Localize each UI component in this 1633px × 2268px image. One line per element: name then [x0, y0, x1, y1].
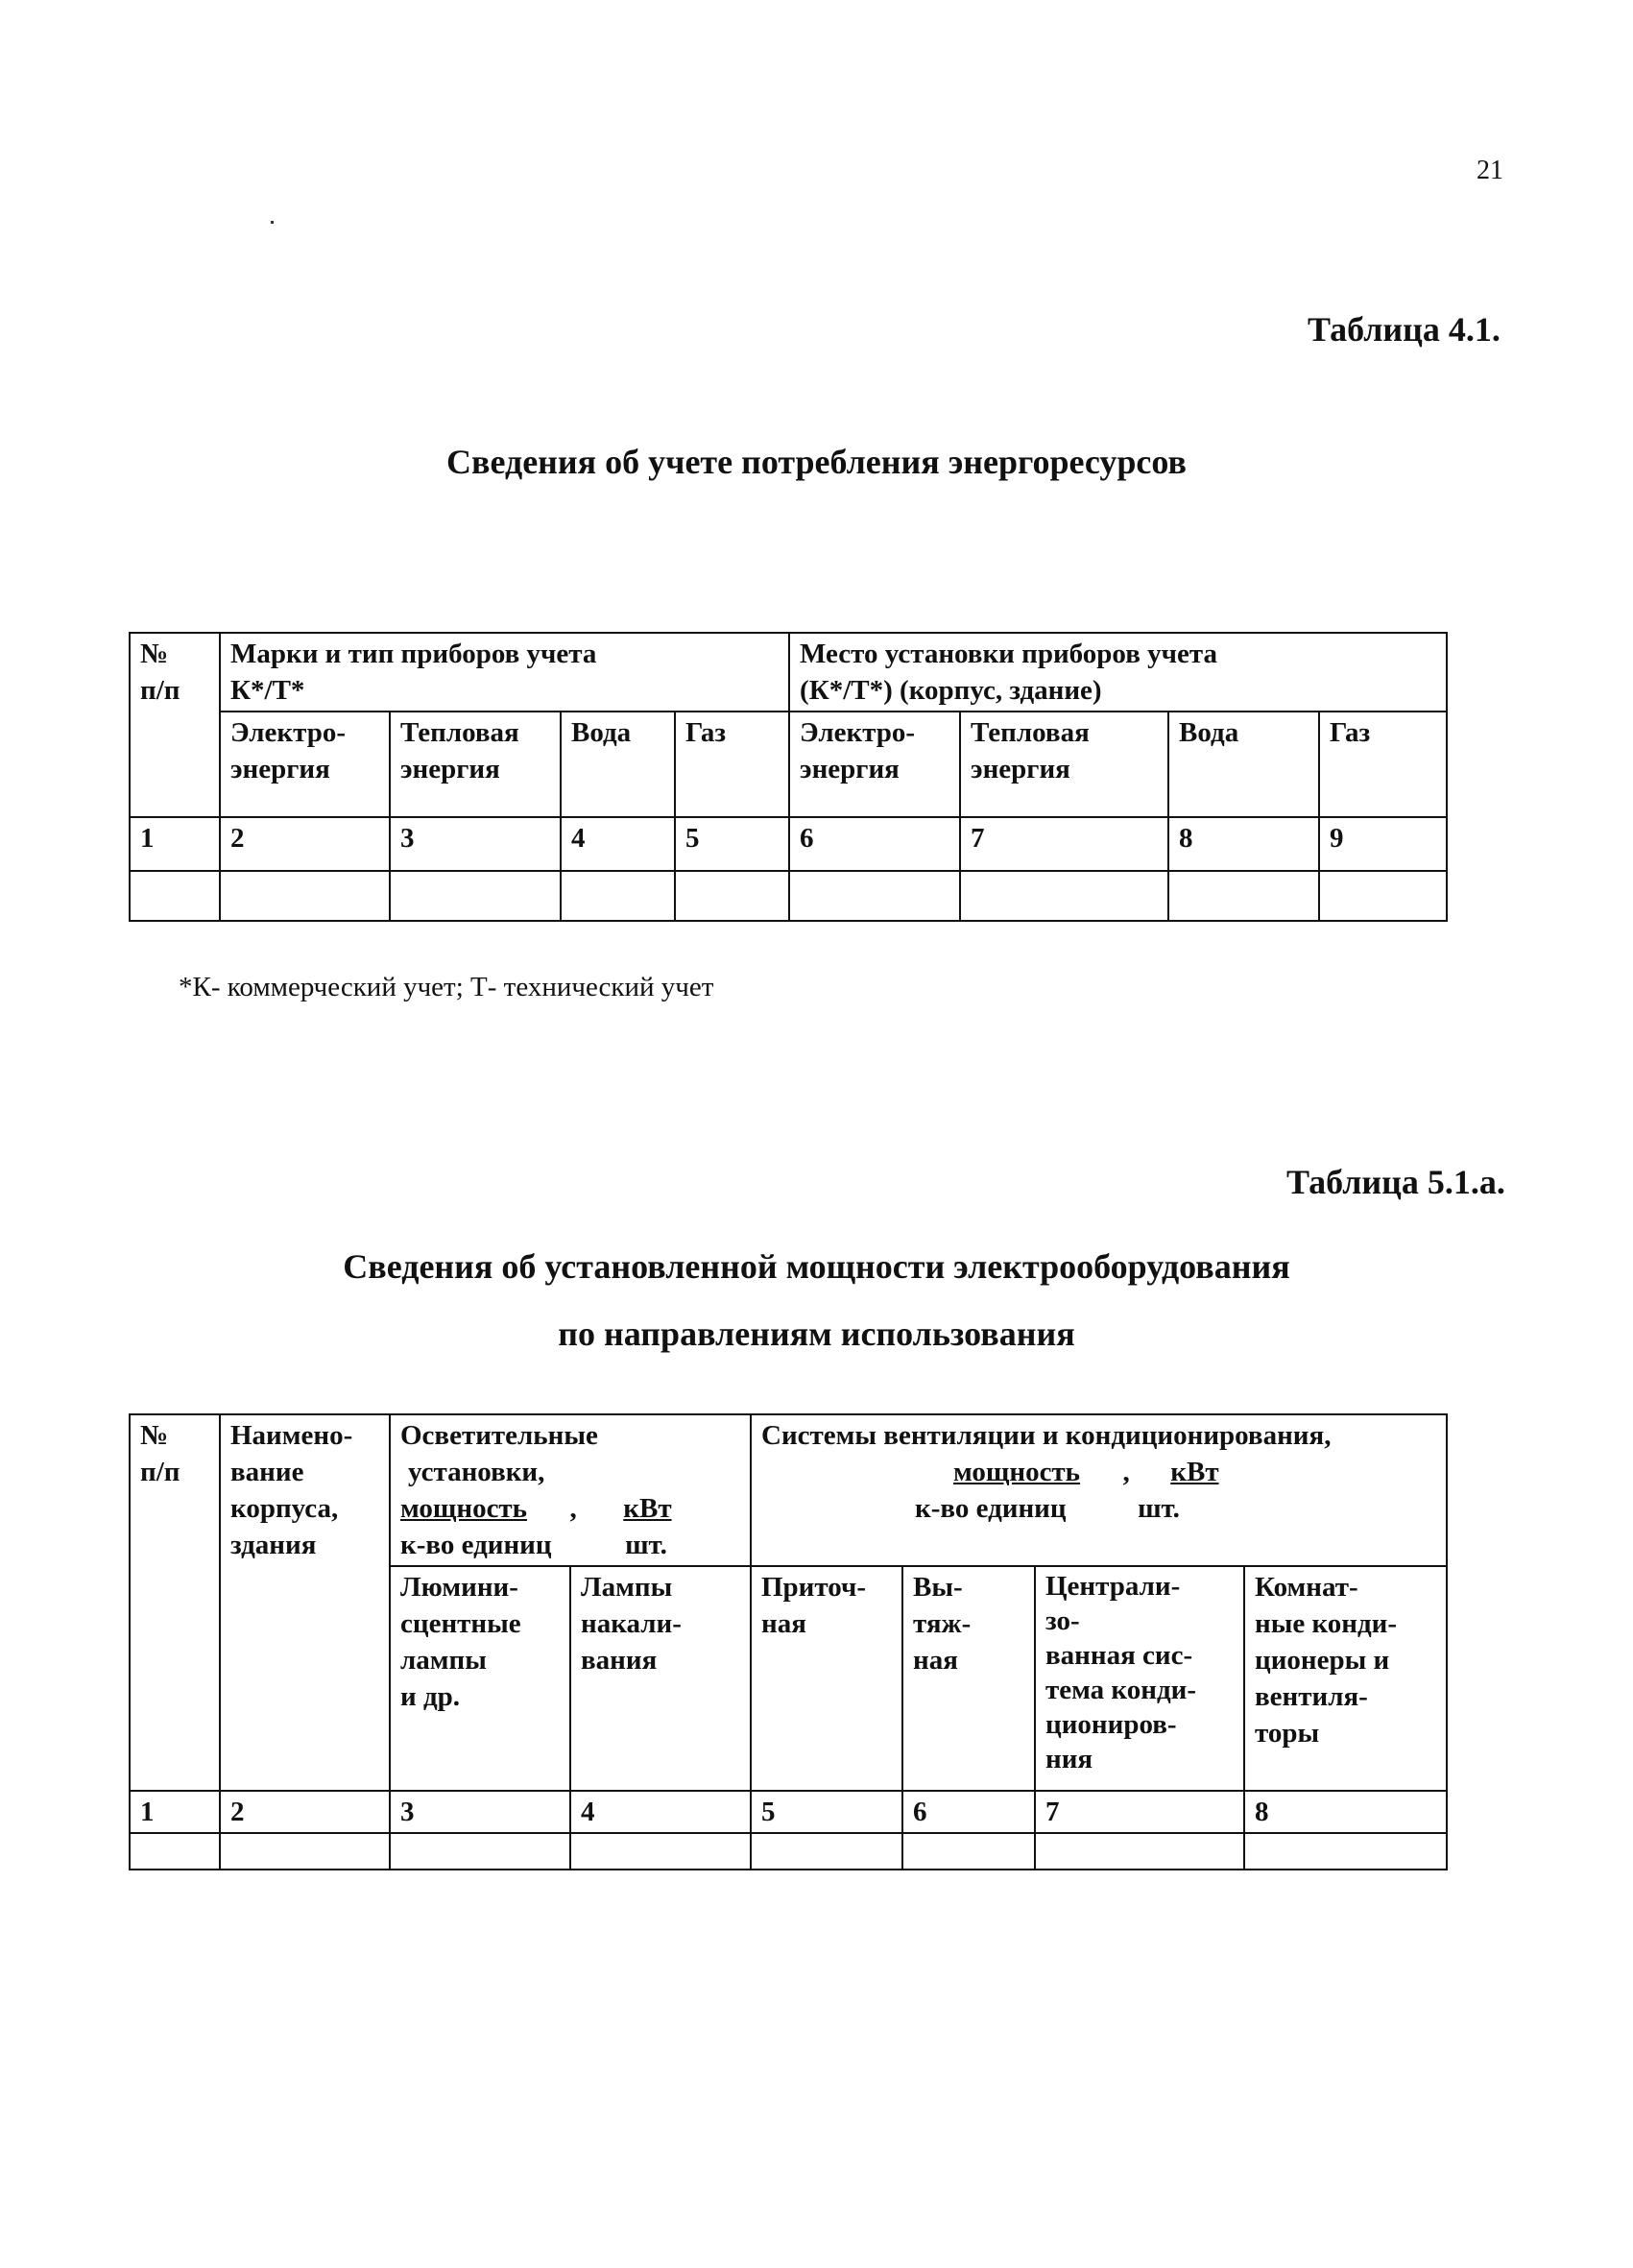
t1-sub-gas-2: Газ	[1319, 712, 1447, 817]
t1-sub-water: Вода	[561, 712, 675, 817]
t2-header-building: Наимено- вание корпуса, здания	[220, 1414, 390, 1791]
table-5-1-a	[129, 1413, 1448, 1870]
t1-sub-heat: Тепловая энергия	[390, 712, 561, 817]
t2-ventilation-count-word: к-во единиц	[915, 1493, 1067, 1524]
t1-sub-heat-2: Тепловая энергия	[960, 712, 1168, 817]
stray-dot	[271, 221, 274, 224]
t2-lighting-count-unit: шт.	[625, 1530, 667, 1560]
t2-ventilation-unit: кВт	[1170, 1457, 1219, 1487]
t1-colnum: 7	[960, 817, 1168, 871]
table-4-1-title: Сведения об учете потребления энергоресурсов	[446, 443, 1187, 481]
t2-empty-cell	[390, 1833, 570, 1870]
table-4-1-label: Таблица 4.1.	[1308, 310, 1501, 349]
t1-empty-cell	[390, 871, 561, 921]
t1-empty-cell	[561, 871, 675, 921]
t2-colnum: 6	[902, 1791, 1035, 1833]
t1-header-meters: Марки и тип приборов учета К*/Т*	[220, 633, 789, 712]
t2-colnum: 3	[390, 1791, 570, 1833]
t1-header-num: № п/п	[130, 633, 220, 817]
t1-colnum: 6	[789, 817, 960, 871]
t2-colnum: 5	[751, 1791, 902, 1833]
t2-sub-exhaust: Вы- тяж- ная	[902, 1566, 1035, 1791]
page-number: 21	[1477, 156, 1503, 185]
t2-ventilation-count-unit: шт.	[1138, 1493, 1180, 1524]
t1-colnum: 5	[675, 817, 789, 871]
t1-sub-electricity: Электро- энергия	[220, 712, 390, 817]
t2-empty-cell	[220, 1833, 390, 1870]
t2-empty-cell	[1035, 1833, 1244, 1870]
t2-colnum: 4	[570, 1791, 751, 1833]
t2-empty-cell	[751, 1833, 902, 1870]
t1-sub-electricity-2: Электро- энергия	[789, 712, 960, 817]
table-5-1-a-title-line2: по направлениям использования	[558, 1315, 1075, 1353]
t1-sub-water-2: Вода	[1168, 712, 1319, 817]
t2-lighting-power-word: мощность	[400, 1493, 528, 1524]
t2-empty-cell	[130, 1833, 220, 1870]
t2-sub-fluorescent: Люмини- сцентные лампы и др.	[390, 1566, 570, 1791]
t1-colnum: 4	[561, 817, 675, 871]
table-4-1	[129, 632, 1448, 922]
t1-empty-cell	[1168, 871, 1319, 921]
t2-sub-room-ac: Комнат- ные конди- ционеры и вентиля- торы	[1244, 1566, 1447, 1791]
t2-empty-cell	[570, 1833, 751, 1870]
t1-empty-cell	[675, 871, 789, 921]
t1-empty-cell	[960, 871, 1168, 921]
table-5-1-a-title-line1: Сведения об установленной мощности электрооборудования	[343, 1247, 1290, 1286]
t2-ventilation-count	[761, 1490, 1440, 1527]
t2-sub-supply: Приточ- ная	[751, 1566, 902, 1791]
t2-ventilation-power	[761, 1454, 1440, 1490]
t1-empty-cell	[220, 871, 390, 921]
t1-colnum: 9	[1319, 817, 1447, 871]
t1-colnum: 8	[1168, 817, 1319, 871]
t1-sub-gas: Газ	[675, 712, 789, 817]
t1-header-location: Место установки приборов учета (К*/Т*) (корпус, здание)	[789, 633, 1447, 712]
table-5-1-a-label: Таблица 5.1.а.	[1286, 1163, 1505, 1201]
t2-colnum: 8	[1244, 1791, 1447, 1833]
t1-empty-cell	[130, 871, 220, 921]
t2-lighting-unit: кВт	[623, 1493, 672, 1524]
t2-header-num: № п/п	[130, 1414, 220, 1791]
t2-header-lighting	[390, 1414, 751, 1566]
t2-lighting-count	[400, 1527, 744, 1563]
t1-empty-cell	[789, 871, 960, 921]
t2-lighting-power	[400, 1490, 744, 1527]
t2-lighting-count-word: к-во единиц	[400, 1530, 552, 1560]
t1-colnum: 3	[390, 817, 561, 871]
t2-ventilation-comma: ,	[1122, 1457, 1130, 1487]
t2-lighting-line1: Осветительные	[400, 1420, 598, 1451]
t2-empty-cell	[1244, 1833, 1447, 1870]
t1-colnum: 2	[220, 817, 390, 871]
t2-empty-cell	[902, 1833, 1035, 1870]
t2-colnum: 1	[130, 1791, 220, 1833]
t2-ventilation-power-word: мощность	[953, 1457, 1081, 1487]
t2-sub-central-ac: Централи- зо- ванная сис- тема конди- циониров- ния	[1035, 1566, 1244, 1791]
t2-ventilation-line1: Системы вентиляции и кондиционирования,	[761, 1420, 1332, 1451]
t1-empty-cell	[1319, 871, 1447, 921]
t2-lighting-line2: установки,	[408, 1457, 545, 1487]
t2-colnum: 7	[1035, 1791, 1244, 1833]
table-4-1-footnote: *К- коммерческий учет; Т- технический учет	[179, 972, 714, 1002]
t2-header-ventilation	[751, 1414, 1447, 1566]
t2-sub-incandescent: Лампы накали- вания	[570, 1566, 751, 1791]
t2-lighting-comma: ,	[569, 1493, 577, 1524]
t1-colnum: 1	[130, 817, 220, 871]
t2-colnum: 2	[220, 1791, 390, 1833]
